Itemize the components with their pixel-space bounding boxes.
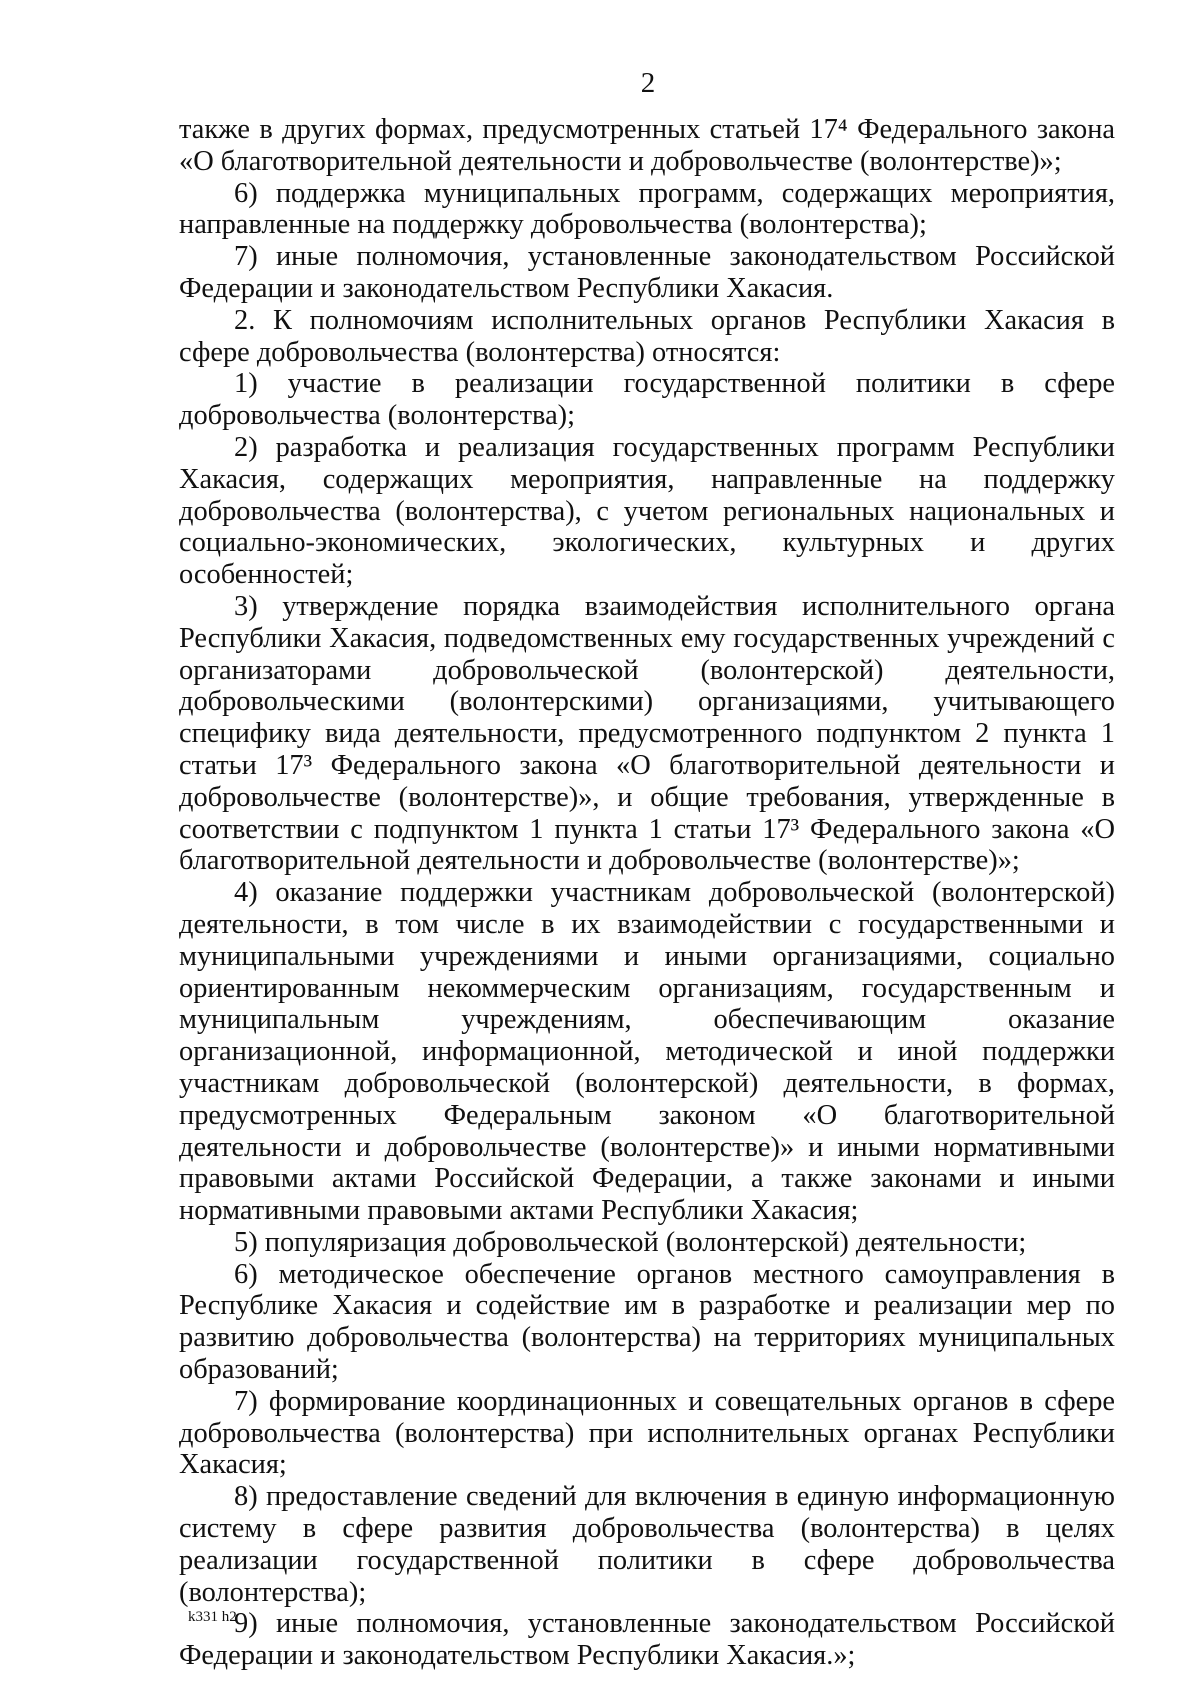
paragraph-13: 9) иные полномочия, установленные законодательством Российской Федерации и законодательством Республики Хакасия.»; — [179, 1608, 1115, 1672]
paragraph-1: также в других формах, предусмотренных статьей 17⁴ Федерального закона «О благотворительной деятельности и добровольчестве (волонтерстве)»; — [179, 114, 1115, 177]
paragraph-12: 8) предоставление сведений для включения в единую информационную систему в сфере развития добровольчества (волонтерства) в целях реализации государственной политики в сфере добровольчества (волонтерства); — [179, 1481, 1115, 1608]
paragraph-6: 2) разработка и реализация государственных программ Республики Хакасия, содержащих мероприятия, направленные на поддержку добровольчества (волонтерства), с учетом региональных национальных и социально-экономических, экологических, культурных и других особенностей; — [179, 431, 1115, 591]
paragraph-5: 1) участие в реализации государственной политики в сфере добровольчества (волонтерства); — [179, 368, 1115, 432]
paragraph-3: 7) иные полномочия, установленные законодательством Российской Федерации и законодательством Республики Хакасия. — [179, 241, 1115, 304]
paragraph-9: 5) популяризация добровольческой (волонтерской) деятельности; — [234, 1226, 1027, 1258]
document-body — [179, 114, 1115, 1672]
page-number: 2 — [640, 67, 656, 99]
paragraph-10: 6) методическое обеспечение органов местного самоуправления в Республике Хакасия и содействие им в разработке и реализации мер по развитию добровольчества (волонтерства) на территориях муниципальных образований; — [179, 1258, 1115, 1386]
footer-document-code: k331 h2 — [188, 1609, 237, 1625]
paragraph-7: 3) утверждение порядка взаимодействия исполнительного органа Республики Хакасия, подведомственных ему государственных учреждений с организаторами добровольческой (волонтерской) деятельности, добровольческими (волонтерскими) организациями, учитывающего специфику вида деятельности, предусмотренного подпунктом 2 пункта 1 статьи 17³ Федерального закона «О благотворительной деятельности и добровольчестве (волонтерстве)», и общие требования, утвержденные в соответствии с подпунктом 1 пункта 1 статьи 17³ Федерального закона «О благотворительной деятельности и добровольчестве (волонтерстве)»; — [179, 590, 1115, 877]
paragraph-11: 7) формирование координационных и совещательных органов в сфере добровольчества (волонтерства) при исполнительных органах Республики Хакасия; — [179, 1385, 1115, 1481]
paragraph-2: 6) поддержка муниципальных программ, содержащих мероприятия, направленные на поддержку добровольчества (волонтерства); — [179, 177, 1115, 241]
paragraph-8: 4) оказание поддержки участникам добровольческой (волонтерской) деятельности, в том числе в их взаимодействии с государственными и муниципальными учреждениями и иными организациями, социально ориентированным некоммерческим организациям, государственным и муниципальным учреждениям, обеспечивающим оказание организационной, информационной, методической и иной поддержки участникам добровольческой (волонтерской) деятельности, в формах, предусмотренных Федеральным законом «О благотворительной деятельности и добровольчестве (волонтерстве)» и иными нормативными правовыми актами Российской Федерации, а также законами и иными нормативными правовыми актами Республики Хакасия; — [179, 877, 1115, 1227]
paragraph-4: 2. К полномочиям исполнительных органов Республики Хакасия в сфере добровольчества (волонтерства) относятся: — [179, 304, 1115, 368]
